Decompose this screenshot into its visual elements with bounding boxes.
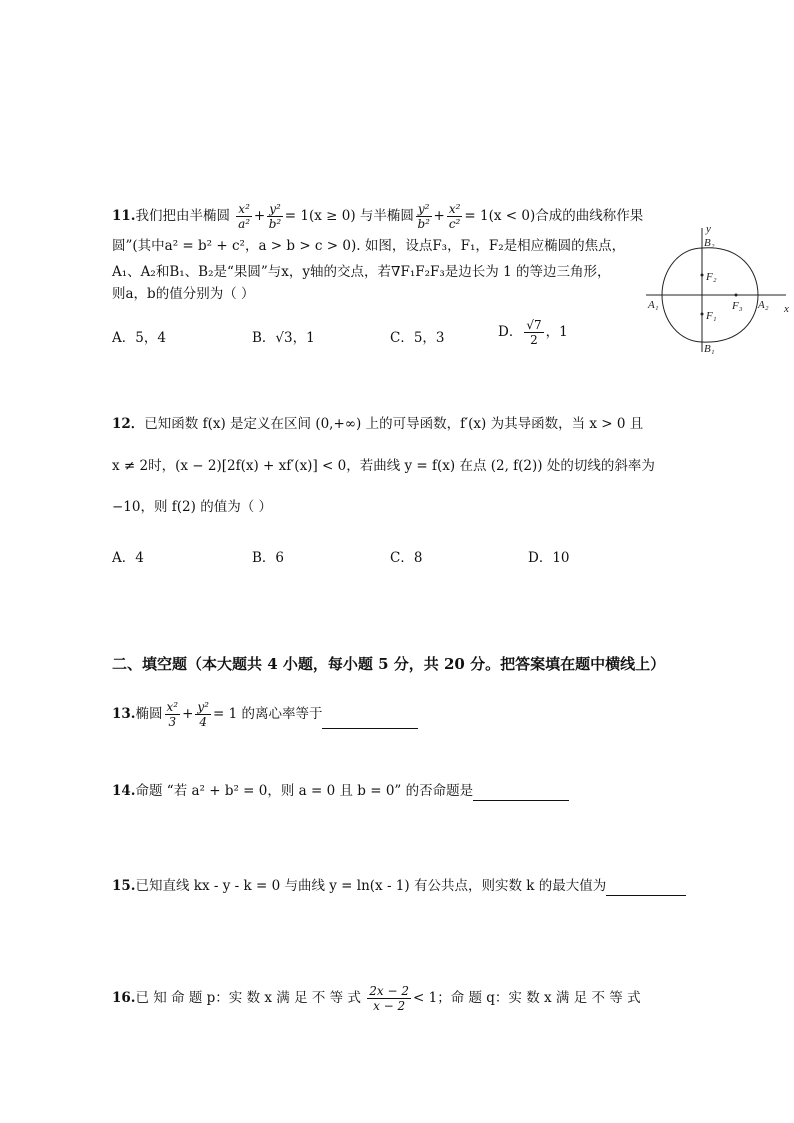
q15-number: 15. <box>112 878 136 894</box>
f3-point <box>735 294 738 297</box>
q11-option-a[interactable]: A．5，4 <box>112 330 166 346</box>
q12-number: 12． <box>112 416 145 432</box>
q12-line1 <box>112 414 643 434</box>
q13-frac-y <box>195 700 211 729</box>
q11-option-d-numerator: √7 <box>526 318 542 332</box>
q16-pre: 已 知 命 题 p：实 数 x 满 足 不 等 式 <box>135 990 361 1006</box>
q13-number: 13. <box>112 706 136 722</box>
q11-eq2: = 1(x < 0) <box>464 208 536 224</box>
q12-option-c[interactable]: C．8 <box>390 550 423 566</box>
q11-number: 11. <box>112 208 136 224</box>
q16-line <box>112 984 641 1013</box>
q13-post: = 1 的离心率等于 <box>212 706 323 722</box>
a1-label: A₁ <box>648 299 659 311</box>
q14-number: 14. <box>112 783 136 799</box>
q13-frac-y-num: y² <box>197 700 209 714</box>
q11-eq1: = 1(x ≥ 0) <box>284 208 356 224</box>
q11-frac-y-b: $\frac{\text{y²}}{\text{b²}}$ <box>268 202 282 231</box>
b1-label: B₁ <box>704 343 715 355</box>
f2-label: F₂ <box>706 271 717 283</box>
q11-frac-x-a: $\frac{\text{x²}}{\text{a²}}$ <box>238 202 251 231</box>
q13-frac-y-den: 4 <box>199 715 207 729</box>
q12-option-b[interactable]: B．6 <box>252 550 285 566</box>
q16-frac-num: 2x − 2 <box>369 984 409 998</box>
q16-fraction <box>367 984 411 1013</box>
f3-label: F₃ <box>732 300 743 312</box>
q14-line <box>112 781 569 801</box>
fruit-circle-figure <box>640 220 794 360</box>
q14-answer-blank[interactable] <box>473 786 569 801</box>
q12-option-a[interactable]: A．4 <box>112 550 144 566</box>
x-axis-label: x <box>784 303 789 315</box>
q11-option-b[interactable]: B．√3，1 <box>252 330 315 346</box>
section-title: 二、填空题（本大题共 4 小题，每小题 5 分，共 20 分。把答案填在题中横线上） <box>112 655 666 673</box>
q15-answer-blank[interactable] <box>606 881 686 896</box>
q11-frac-x-c: $\frac{\text{x²}}{\text{c²}}$ <box>448 202 461 231</box>
f2-point <box>701 274 704 277</box>
q11-option-d-fraction <box>524 318 543 347</box>
q11-option-d-denominator: 2 <box>530 333 538 347</box>
q16-post: < 1；命 题 q：实 数 x 满 足 不 等 式 <box>413 990 641 1006</box>
q11-line3: A₁、A₂和B₁、B₂是“果圆”与x，y轴的交点，若∇F₁F₂F₃是边长为 1 的等边三角形， <box>112 264 611 280</box>
f1-point <box>701 313 704 316</box>
q13-frac-x-num: x² <box>166 700 179 714</box>
b2-label: B₂ <box>704 237 715 249</box>
q11-line1: 11.我们把由半椭圆 $\frac{\text{x²}}{\text{a²}}$ + $\frac{\text{y²}}{\text{b²}}$ = 1(x ≥ 0) 与半椭圆 $\frac{\text{y²}}{\text{b²}}$ + $\frac{\text{x²}}{\text{c²}}$ = 1(x < 0)合成的曲线称作果 <box>112 202 644 231</box>
q11-option-d-prefix: D． <box>498 324 523 340</box>
q12-option-d[interactable]: D．10 <box>528 550 570 566</box>
q16-number: 16. <box>112 990 136 1006</box>
f1-label: F₁ <box>706 310 717 322</box>
q11-text-c: 合成的曲线称作果 <box>535 208 644 224</box>
q11-line4: 则a，b的值分别为（ ） <box>112 286 255 302</box>
q11-option-d[interactable] <box>498 318 568 347</box>
q15-line <box>112 876 686 896</box>
q12-text-1: 已知函数 f(x) 是定义在区间 (0,+∞) 上的可导函数，f′(x) 为其导函数，当 x > 0 且 <box>144 416 644 432</box>
q13-answer-blank[interactable] <box>322 714 418 729</box>
q16-frac-den: x − 2 <box>373 999 406 1013</box>
a2-label: A₂ <box>758 299 769 311</box>
q13-line: 13.椭圆 $\frac{\text{x²}}{3}$ + $\frac{\text{y²}}{4}$ = 1 的离心率等于 <box>112 700 418 729</box>
q11-line2: 圆”(其中a² = b² + c²，a > b > c > 0). 如图，设点F₃，F₁，F₂是相应椭圆的焦点， <box>112 238 626 254</box>
q11-text-b: 与半椭圆 <box>359 208 414 224</box>
q15-text: 已知直线 kx - y - k = 0 与曲线 y = ln(x - 1) 有公共点，则实数 k 的最大值为 <box>135 878 607 894</box>
q12-line3: −10，则 f(2) 的值为（ ） <box>112 499 272 515</box>
y-axis-label: y <box>706 223 711 235</box>
q13-frac-x-den: 3 <box>168 715 177 729</box>
q13-frac-x <box>165 700 181 729</box>
q12-line2: x ≠ 2时，(x − 2)[2f(x) + xf′(x)] < 0，若曲线 y = f(x) 在点 (2, f(2)) 处的切线的斜率为 <box>112 458 655 474</box>
q11-text-a: 我们把由半椭圆 <box>135 208 230 224</box>
q13-pre: 椭圆 <box>135 706 163 722</box>
q14-text: 命题 “若 a² + b² = 0，则 a = 0 且 b = 0” 的否命题是 <box>135 783 474 799</box>
q11-option-c[interactable]: C．5，3 <box>390 330 445 346</box>
q11-frac-y-b2: $\frac{\text{y²}}{\text{b²}}$ <box>417 202 430 231</box>
q11-option-d-suffix: ，1 <box>545 324 568 340</box>
